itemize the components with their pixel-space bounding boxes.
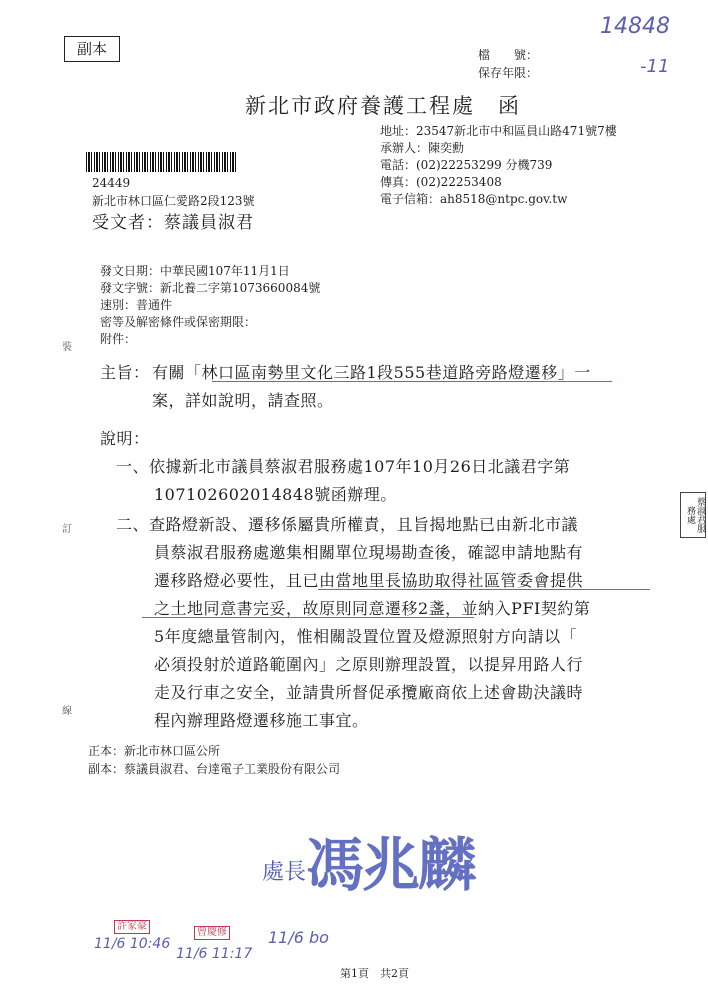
issue-date: 發文日期：中華民國107年11月1日 bbox=[100, 264, 290, 278]
item2-line-5: 5年度總量管制內，惟相關設置位置及燈源照射方向請以「 bbox=[154, 627, 578, 646]
handwritten-receipt-1: 11/6 10:46 bbox=[94, 936, 171, 952]
contact-email: 電子信箱：ah8518@ntpc.gov.tw bbox=[380, 192, 568, 206]
director-signature-seal: 馮兆麟 bbox=[306, 831, 475, 899]
item2-underline-2 bbox=[142, 617, 474, 618]
handwritten-receipt-3: 11/6 bo bbox=[268, 928, 329, 947]
issue-number: 發文字號：新北養二字第1073660084號 bbox=[100, 281, 321, 295]
item2-line-1: 二、查路燈新設、遷移係屬貴所權責，且旨揭地點已由新北市議 bbox=[116, 515, 579, 534]
item2-line-6: 必須投射於道路範圍內」之原則辦理設置，以提昇用路人行 bbox=[154, 655, 584, 674]
item2-line-8: 程內辦理路燈遷移施工事宜。 bbox=[154, 711, 369, 730]
file-number-label: 檔 號： bbox=[478, 48, 539, 62]
subject-line-2: 案，詳如說明，請查照。 bbox=[152, 391, 334, 410]
main-recipient: 正本：新北市林口區公所 bbox=[88, 744, 221, 758]
handwritten-mark: -11 bbox=[640, 56, 670, 77]
secrecy-level: 密等及解密條件或保密期限： bbox=[100, 315, 257, 329]
subject-label: 主旨： bbox=[100, 363, 150, 382]
attachment: 附件： bbox=[100, 332, 137, 346]
contact-address: 地址：23547新北市中和區員山路471號7樓 bbox=[380, 124, 617, 138]
speed-class: 速別：普通件 bbox=[100, 298, 173, 312]
subject-line-1: 有關「林口區南勢里文化三路1段555巷道路旁路燈遷移」一 bbox=[152, 363, 591, 382]
contact-handler: 承辦人：陳奕勳 bbox=[380, 141, 465, 155]
item2-line-3: 遷移路燈必要性，且已由當地里長協助取得社區管委會提供 bbox=[154, 571, 584, 590]
handwritten-receipt-2: 11/6 11:17 bbox=[176, 946, 253, 962]
item1-line-1: 一、依據新北市議員蔡淑君服務處107年10月26日北議君字第 bbox=[116, 457, 571, 476]
item2-underline-1 bbox=[318, 589, 650, 590]
copy-type-label: 副本 bbox=[64, 36, 120, 62]
item1-line-2: 107102602014848號函辦理。 bbox=[154, 485, 397, 504]
postal-barcode bbox=[86, 152, 236, 172]
contact-phone: 電話：(02)22253299 分機739 bbox=[380, 158, 553, 172]
binding-mark-2: 訂 bbox=[62, 524, 72, 535]
item2-line-7: 走及行車之安全，並請貴所督促承攬廠商依上述會勘決議時 bbox=[154, 683, 584, 702]
receipt-stamp-2: 曾慶修 bbox=[194, 926, 230, 940]
subject-underline bbox=[212, 381, 612, 382]
postcode: 24449 bbox=[92, 176, 131, 190]
cc-recipients: 副本：蔡議員淑君、台達電子工業股份有限公司 bbox=[88, 762, 341, 776]
director-title: 處長 bbox=[262, 860, 307, 885]
mail-address: 新北市林口區仁愛路2段123號 bbox=[92, 194, 255, 208]
item2-line-2: 員蔡淑君服務處邀集相關單位現場勘查後，確認申請地點有 bbox=[154, 543, 584, 562]
recipient: 受文者：蔡議員淑君 bbox=[92, 213, 254, 233]
retention-label: 保存年限： bbox=[478, 66, 539, 80]
handwritten-doc-number: 14848 bbox=[600, 14, 670, 39]
item2-line-4: 之土地同意書完妥，故原則同意遷移2盞，並納入PFI契約第 bbox=[154, 599, 591, 618]
binding-mark-3: 線 bbox=[62, 706, 72, 717]
receipt-stamp-1: 許家豪 bbox=[114, 920, 150, 934]
binding-mark-1: 裝 bbox=[62, 342, 72, 353]
explanation-label: 說明： bbox=[100, 429, 150, 448]
contact-fax: 傳真：(02)22253408 bbox=[380, 175, 502, 189]
page-number: 第1頁 共2頁 bbox=[340, 967, 409, 980]
document-title: 新北市政府養護工程處 函 bbox=[245, 94, 521, 118]
side-receipt-stamp: 蔡淑君服務處 bbox=[680, 492, 706, 538]
